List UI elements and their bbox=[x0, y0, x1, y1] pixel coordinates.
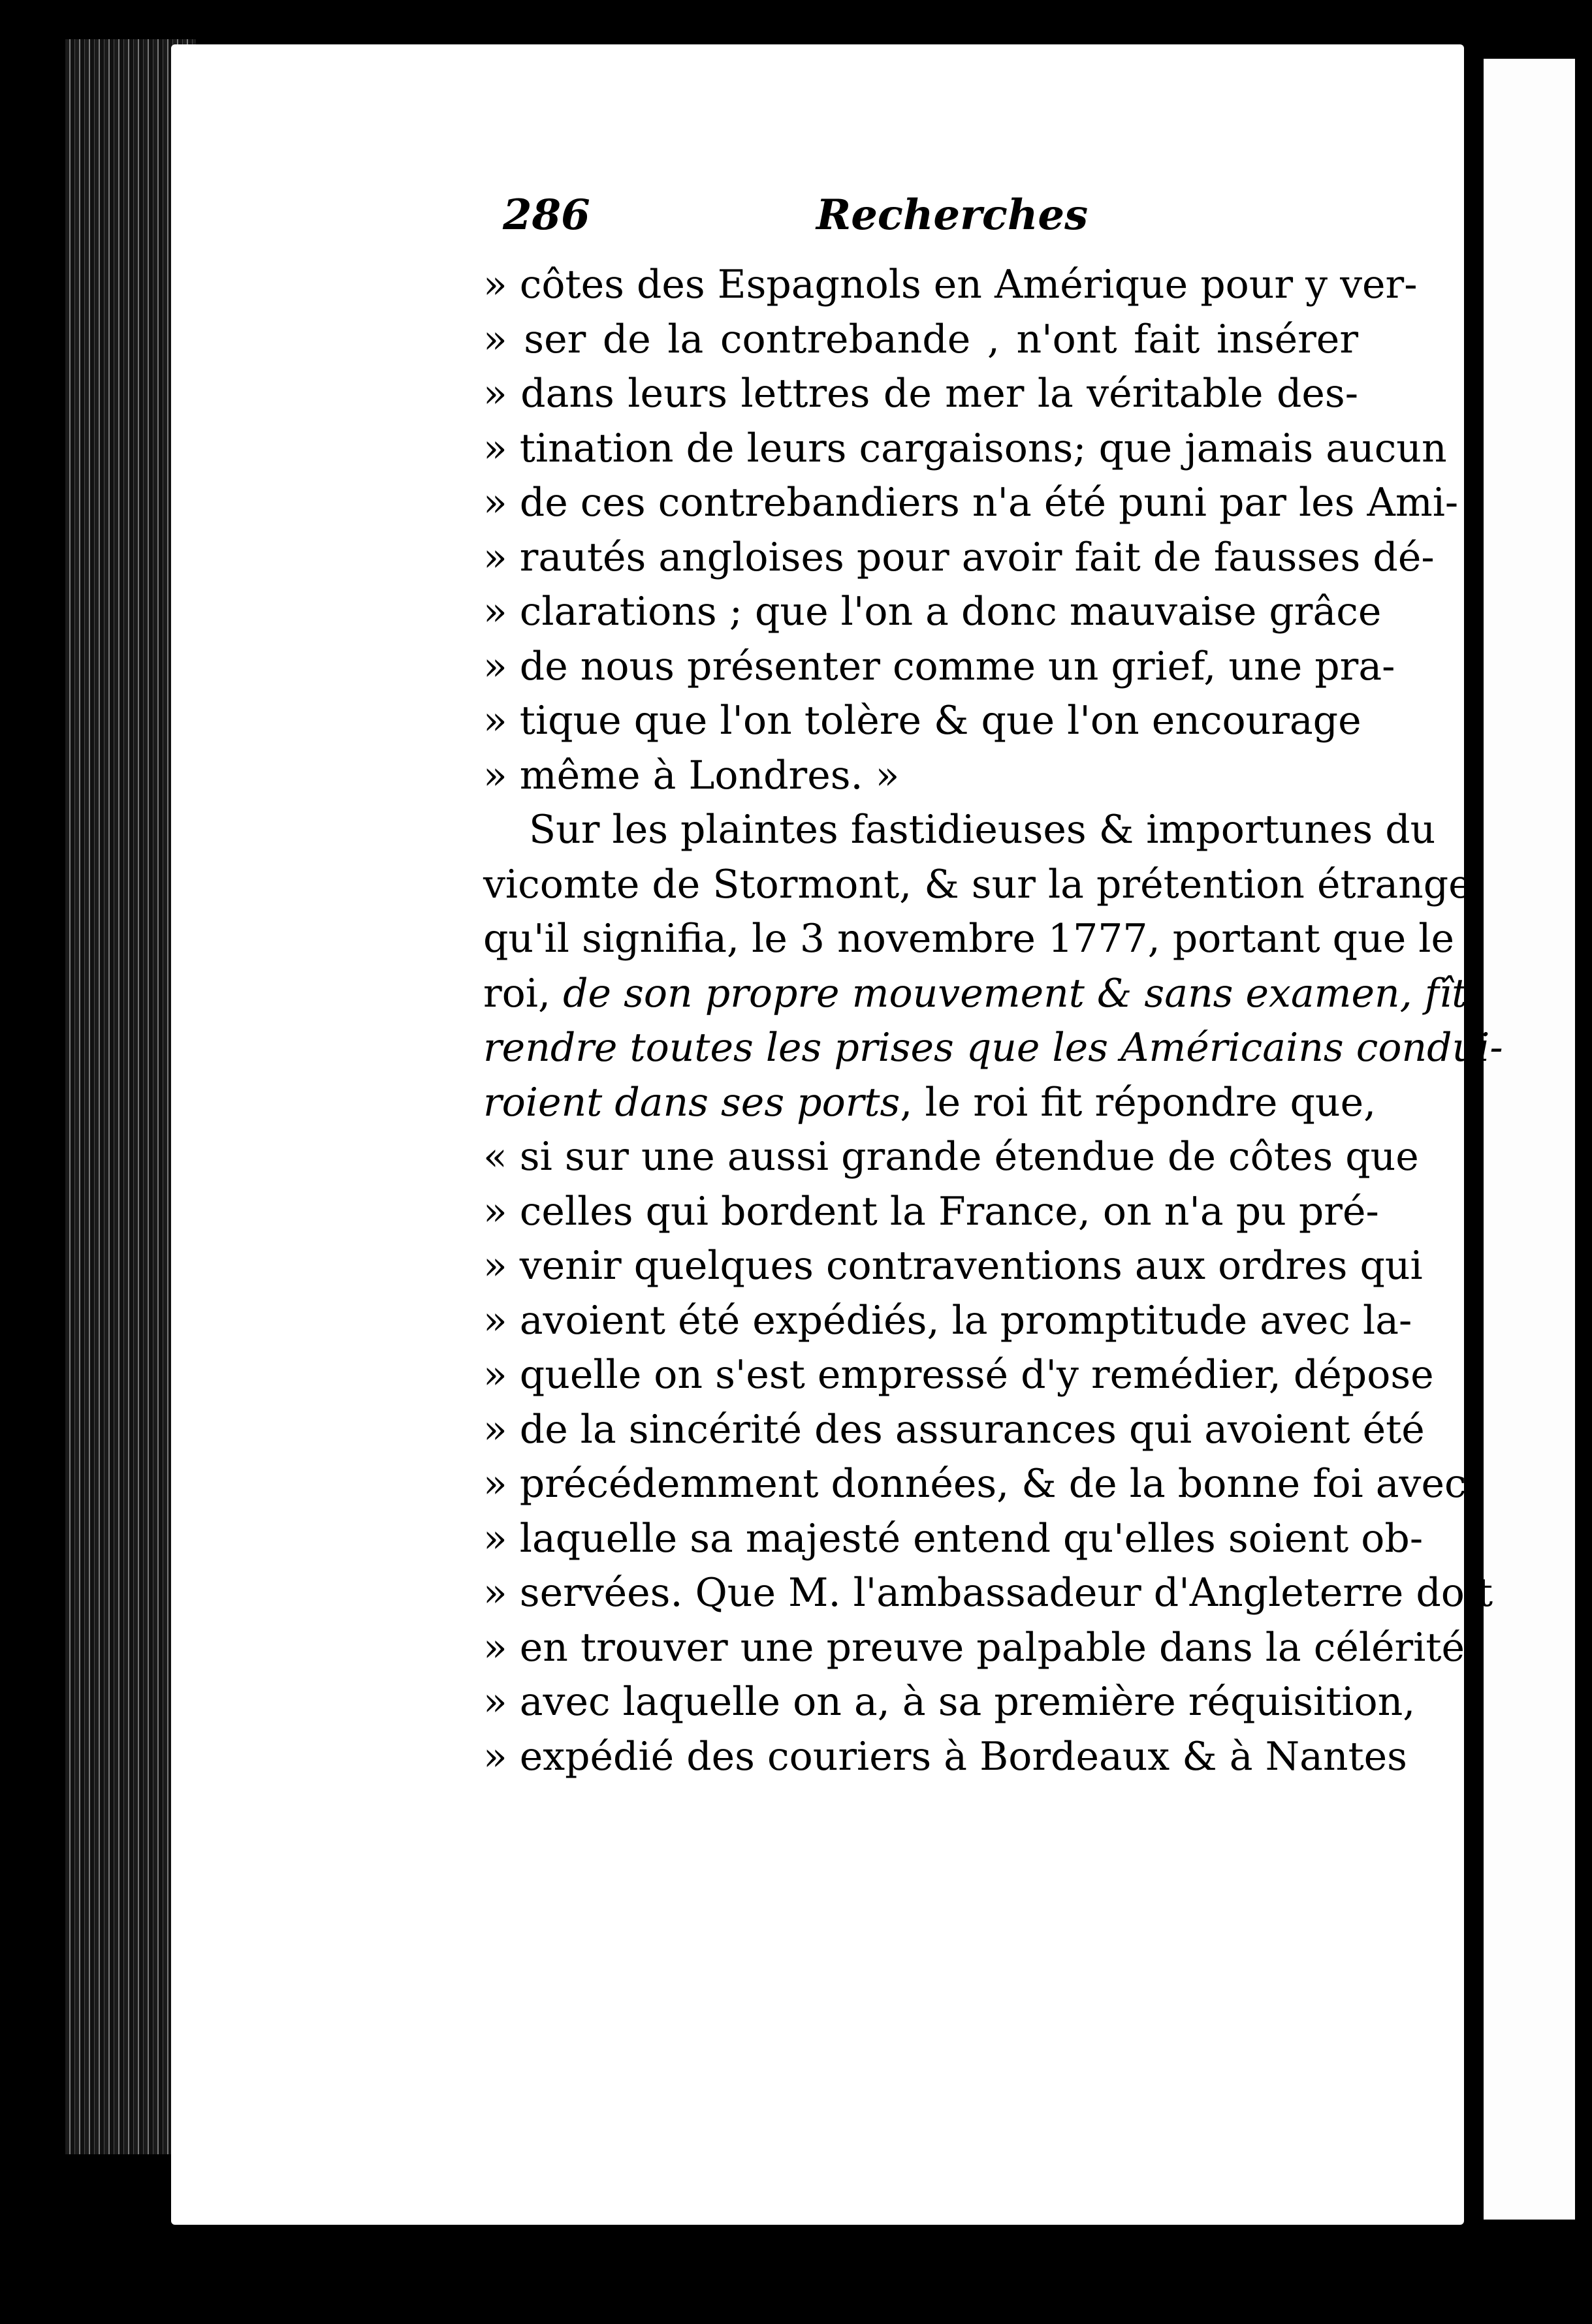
text-line: » quelle on s'est empressé d'y remédier, dépose bbox=[483, 1352, 1434, 1398]
text-line: roient dans ses ports, le roi fit répondre que, bbox=[483, 1079, 1377, 1125]
body-text bbox=[483, 258, 1503, 1784]
text-line: qu'il signifia, le 3 novembre 1777, portant que le bbox=[483, 916, 1454, 962]
text-line: » venir quelques contraventions aux ordres qui bbox=[483, 1243, 1423, 1289]
text-line: » servées. Que M. l'ambassadeur d'Angleterre doit bbox=[483, 1570, 1493, 1616]
text-line: » laquelle sa majesté entend qu'elles soient ob- bbox=[483, 1515, 1424, 1562]
italic-quote: rendre toutes les prises que les Américains condui- bbox=[483, 1025, 1503, 1071]
paragraph-start: Sur les plaintes fastidieuses & importunes du bbox=[529, 807, 1436, 853]
text-line: » avec laquelle on a, à sa première réquisition, bbox=[483, 1679, 1416, 1725]
text-line: » de nous présenter comme un grief, une pra- bbox=[483, 643, 1395, 689]
italic-quote: de son propre mouvement & sans examen, fît bbox=[563, 970, 1468, 1016]
text-line: » clarations ; que l'on a donc mauvaise grâce bbox=[483, 589, 1382, 635]
running-head: Recherches bbox=[816, 191, 1089, 240]
text-line: » de la sincérité des assurances qui avoient été bbox=[483, 1406, 1425, 1452]
italic-quote: roient dans ses ports bbox=[483, 1079, 900, 1125]
text-line: vicomte de Stormont, & sur la prétention étrange bbox=[483, 861, 1472, 907]
text-line: » précédemment données, & de la bonne foi avec bbox=[483, 1461, 1467, 1507]
text-line: » en trouver une preuve palpable dans la célérité bbox=[483, 1624, 1465, 1671]
text-line: » rautés angloises pour avoir fait de fausses dé- bbox=[483, 534, 1435, 580]
text-line: » celles qui bordent la France, on n'a pu pré- bbox=[483, 1188, 1379, 1234]
text-line: » expédié des couriers à Bordeaux & à Nantes bbox=[483, 1733, 1407, 1780]
text-line: » avoient été expédiés, la promptitude avec la- bbox=[483, 1297, 1412, 1343]
text-line: » tique que l'on tolère & que l'on encourage bbox=[483, 698, 1361, 744]
text-line bbox=[483, 1021, 1503, 1076]
facing-page-edge bbox=[1484, 59, 1575, 2220]
text-line: « si sur une aussi grande étendue de côtes que bbox=[483, 1134, 1419, 1180]
text-line: » de ces contrebandiers n'a été puni par les Ami- bbox=[483, 480, 1459, 526]
text-line: » même à Londres. » bbox=[483, 752, 900, 798]
text-line: roi, de son propre mouvement & sans examen, fît bbox=[483, 970, 1468, 1016]
page-number: 286 bbox=[503, 191, 590, 240]
text-line: » dans leurs lettres de mer la véritable des- bbox=[483, 371, 1358, 416]
text-line: » tination de leurs cargaisons; que jamais aucun bbox=[483, 425, 1447, 471]
text-line: » côtes des Espagnols en Amérique pour y ver- bbox=[483, 262, 1418, 307]
text-line: » ser de la contrebande , n'ont fait insérer bbox=[483, 316, 1358, 362]
page-header bbox=[503, 191, 1371, 249]
